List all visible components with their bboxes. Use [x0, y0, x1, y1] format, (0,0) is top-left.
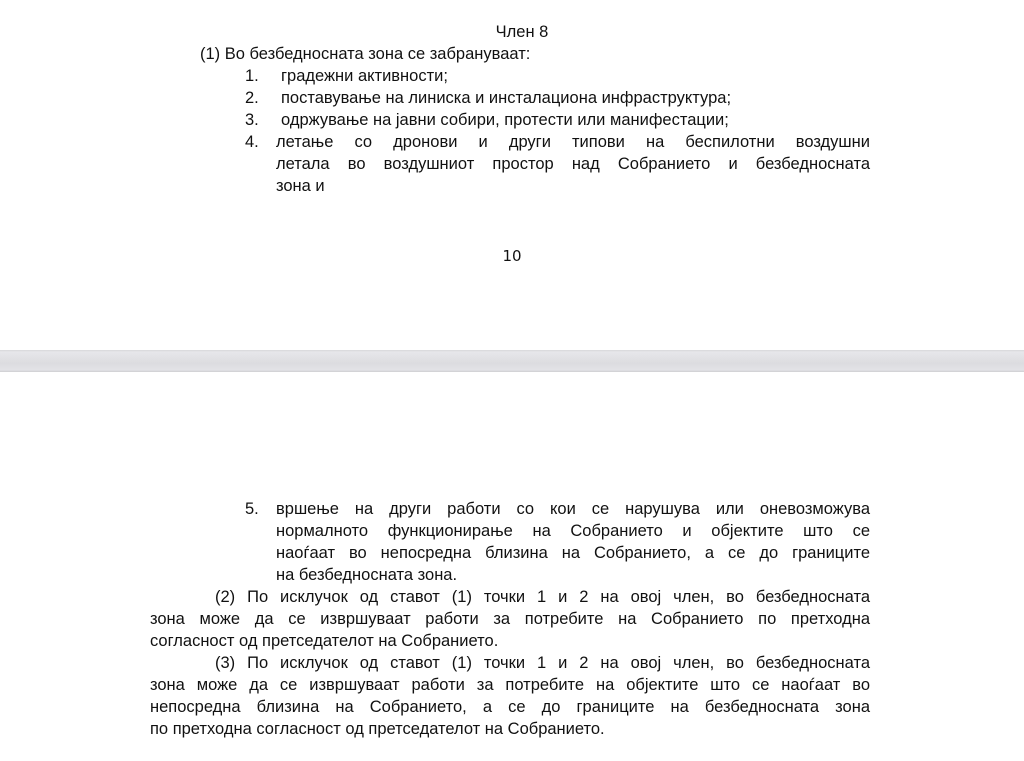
- document-page-top: [0, 0, 1024, 350]
- paragraph-1-intro: (1) Во безбедносната зона се забрануваат:: [200, 45, 531, 63]
- list-item-line: на безбедносната зона.: [276, 566, 458, 584]
- list-item-number: 3.: [245, 111, 259, 129]
- list-item-text: одржување на јавни собири, протести или манифестации;: [281, 111, 729, 129]
- list-item-text: поставување на линиска и инсталациона инфраструктура;: [281, 89, 732, 107]
- paragraph-line: согласност од претседателот на Собранието.: [150, 632, 499, 650]
- paragraph-line: (2) По исклучок од ставот (1) точки 1 и 2 на овој член, во безбедносната: [215, 588, 870, 606]
- list-item-text: градежни активности;: [281, 67, 448, 85]
- list-item-number: 2.: [245, 89, 259, 107]
- paragraph-line: зона може да се извршуваат работи за потребите на објектите што се наоѓаат во: [150, 676, 870, 694]
- paragraph-line: (3) По исклучок од ставот (1) точки 1 и 2 на овој член, во безбедносната: [215, 654, 870, 672]
- article-title: Член 8: [495, 23, 549, 41]
- list-item-text: [276, 131, 870, 197]
- paragraph-line: непосредна близина на Собранието, а се до границите на безбедносната зона: [150, 698, 870, 716]
- paragraph-3: [150, 652, 870, 740]
- list-item-line: нормалното функционирање на Собранието и објектите што се: [276, 522, 870, 540]
- list-item: [245, 109, 885, 131]
- list-item-number: 4.: [245, 133, 259, 151]
- page-separator: [0, 350, 1024, 372]
- list-item: [245, 498, 885, 586]
- document-page-bottom: [0, 372, 1024, 761]
- list-item-number: 1.: [245, 67, 259, 85]
- paragraph-line: по претходна согласност од претседателот на Собранието.: [150, 720, 605, 738]
- list-item-line: вршење на други работи со кои се нарушува или оневозможува: [276, 500, 870, 518]
- page-number: 10: [502, 247, 522, 265]
- list-item-line: зона и: [276, 177, 325, 195]
- list-item: [245, 65, 885, 87]
- paragraph-line: зона може да се извршуваат работи за потребите на Собранието по претходна: [150, 610, 870, 628]
- list-item-line: летала во воздушниот простор над Собранието и безбедносната: [276, 155, 870, 173]
- list-item: [245, 131, 885, 197]
- list-item: [245, 87, 885, 109]
- list-item-line: наоѓаат во непосредна близина на Собранието, а се до границите: [276, 544, 870, 562]
- list-item-text: [276, 498, 870, 586]
- list-item-line: летање со дронови и други типови на беспилотни воздушни: [276, 133, 870, 151]
- paragraph-2: [150, 586, 870, 652]
- list-item-number: 5.: [245, 500, 259, 518]
